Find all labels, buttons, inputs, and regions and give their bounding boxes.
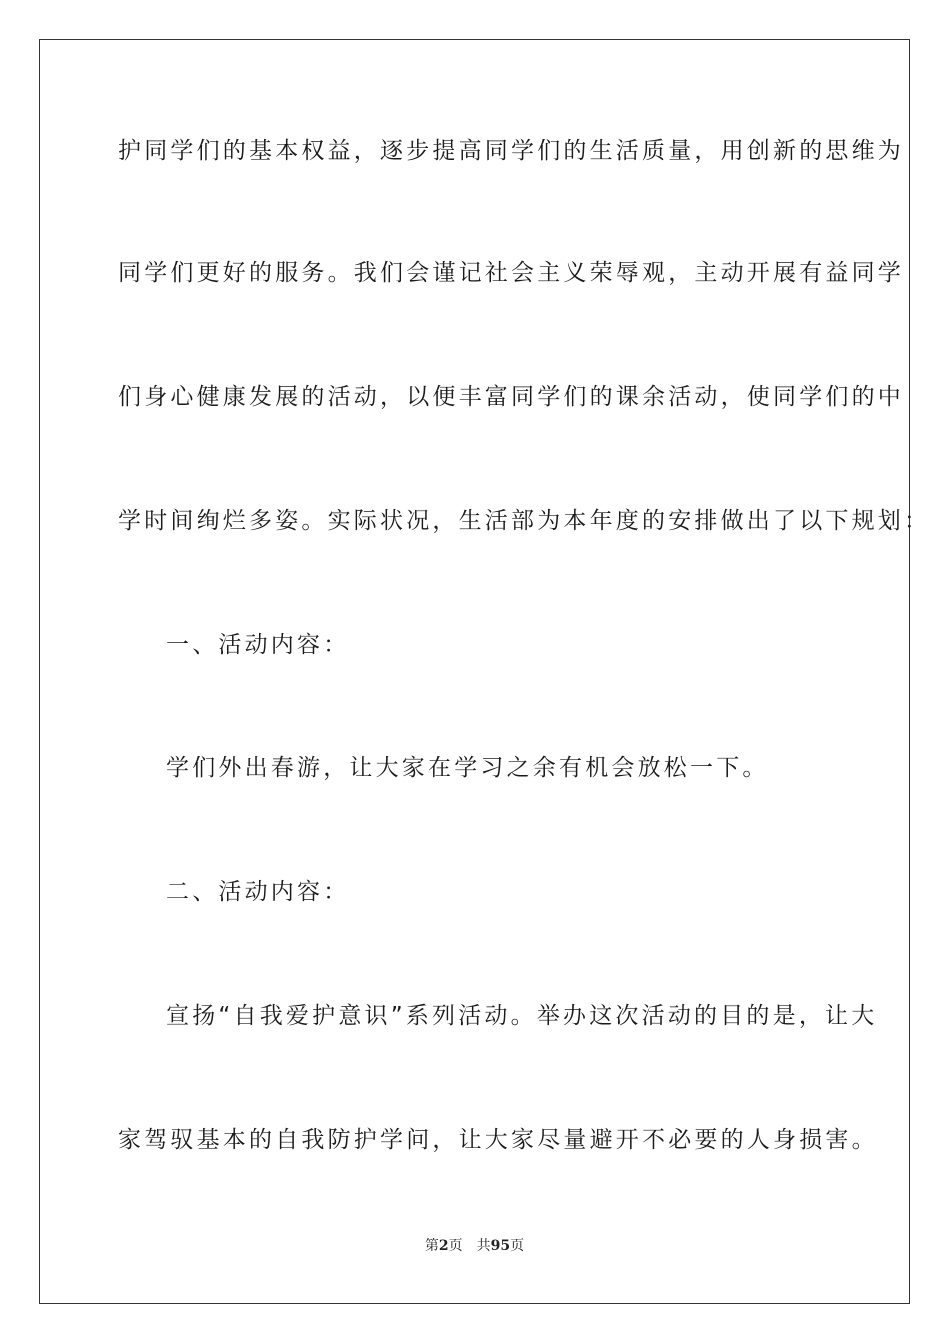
paragraph-line-7: 家驾驭基本的自我防护学问，让大家尽量避开不必要的人身损害。 (118, 1127, 878, 1153)
page-footer (40, 1236, 909, 1256)
total-pages: 95 (490, 1238, 511, 1254)
total-prefix: 共 (476, 1238, 491, 1254)
paragraph-line-4: 学时间绚烂多姿。实际状况，生活部为本年度的安排做出了以下规划： (118, 508, 931, 534)
paragraph-line-3: 们身心健康发展的活动，以便丰富同学们的课余活动，使同学们的中 (118, 384, 904, 410)
section-heading-1: 一、活动内容： (166, 632, 350, 658)
page-prefix: 第 (424, 1238, 439, 1254)
paragraph-line-6: 宣扬“自我爱护意识”系列活动。举办这次活动的目的是，让大 (166, 1003, 878, 1029)
section-heading-2: 二、活动内容： (166, 879, 350, 905)
page-suffix: 页 (448, 1238, 463, 1254)
page-number: 2 (438, 1238, 449, 1254)
document-page (39, 39, 931, 1304)
total-suffix: 页 (510, 1238, 525, 1254)
paragraph-line-2: 同学们更好的服务。我们会谨记社会主义荣辱观，主动开展有益同学 (118, 260, 904, 286)
paragraph-line-1: 护同学们的基本权益，逐步提高同学们的生活质量，用创新的思维为 (118, 138, 904, 164)
paragraph-line-5: 学们外出春游，让大家在学习之余有机会放松一下。 (166, 755, 769, 781)
